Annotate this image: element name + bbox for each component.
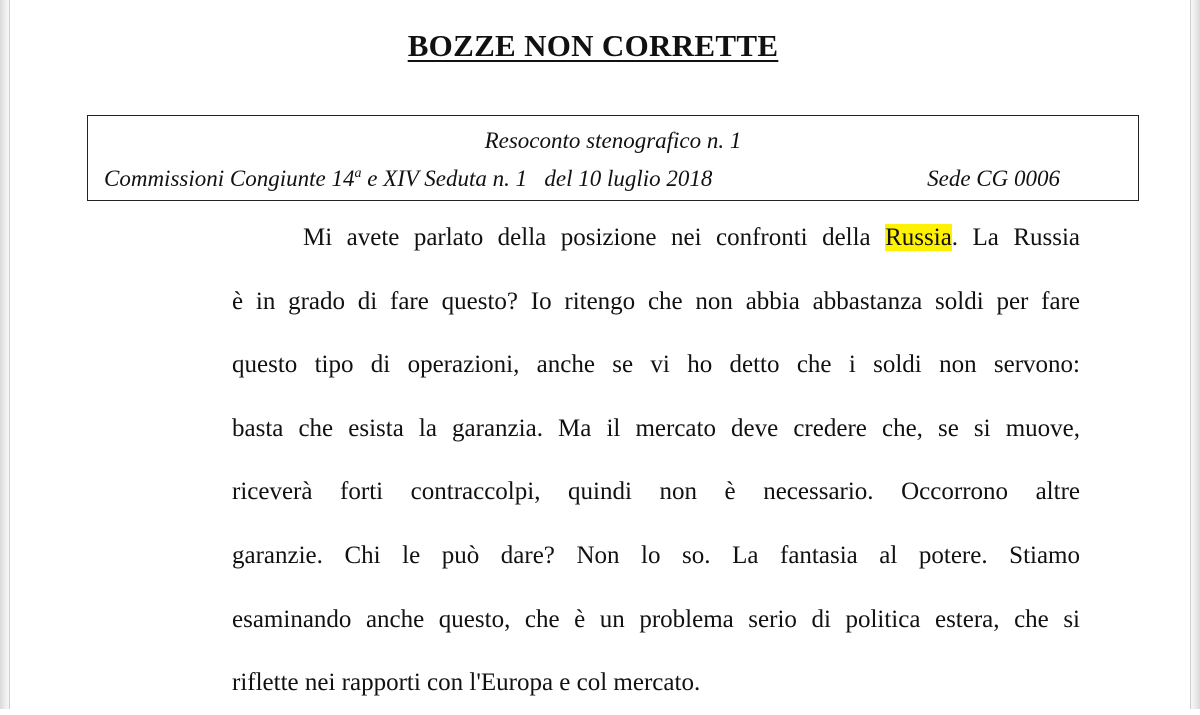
paragraph-line: basta che esista la garanzia. Ma il mercato deve credere che, se si muove, — [232, 414, 1080, 442]
paragraph-line-last: riflette nei rapporti con l'Europa e col mercato. — [232, 669, 701, 697]
page-edge-left — [0, 0, 10, 709]
paragraph-line: riceverà forti contraccolpi, quindi non è necessario. Occorrono altre — [232, 478, 1080, 506]
line-1-start: Mi avete parlato della posizione nei confronti della — [303, 224, 886, 251]
paragraph-line: è in grado di fare questo? Io ritengo che non abbia abbastanza soldi per fare — [232, 287, 1080, 315]
paragraph-line: questo tipo di operazioni, anche se vi ho detto che i soldi non servono: — [232, 351, 1080, 379]
highlighted-word: Russia — [885, 224, 952, 251]
report-header-box — [87, 115, 1139, 201]
transcript-paragraph — [232, 206, 1080, 715]
session-prefix: Commissioni Congiunte 14 — [104, 166, 355, 191]
session-superscript: a — [354, 166, 362, 181]
session-suffix: e XIV Seduta n. 1 del 10 luglio 2018 — [361, 166, 713, 191]
line-1-end: . La Russia — [951, 224, 1080, 251]
page-edge-right — [1190, 0, 1200, 709]
paragraph-line: garanzie. Chi le può dare? Non lo so. La fantasia al potere. Stiamo — [232, 541, 1080, 569]
paragraph-line-1 — [232, 206, 1080, 270]
paragraph-line: esaminando anche questo, che è un problema serio di politica estera, che si — [232, 605, 1080, 633]
session-info — [104, 166, 712, 192]
sede-label: Sede CG 0006 — [927, 166, 1060, 191]
document-title: BOZZE NON CORRETTE — [407, 28, 779, 63]
report-title: Resoconto stenografico n. 1 — [484, 128, 742, 153]
